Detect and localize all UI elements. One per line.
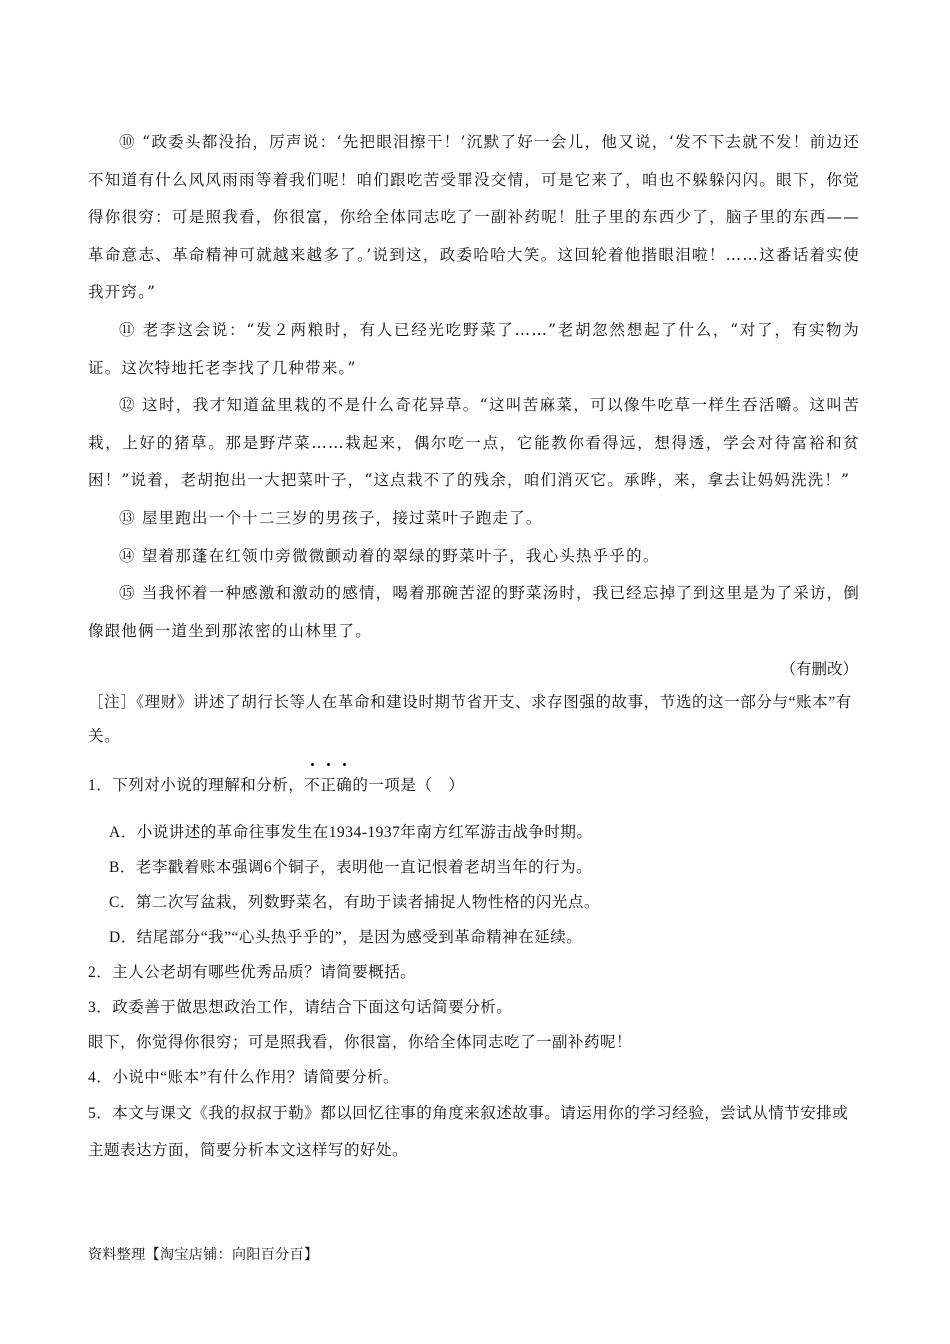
paragraph-14: ⑭ 望着那蓬在红领巾旁微微颤动着的翠绿的野菜叶子，我心头热乎乎的。 — [119, 546, 660, 565]
option-c: C．第二次写盆栽，列数野菜名，有助于读者捕捉人物性格的闪光点。 — [109, 894, 600, 912]
question-1-suffix: 的一项是（ ） — [352, 777, 465, 795]
question-2: 2．主人公老胡有哪些优秀品质？请简要概括。 — [88, 964, 417, 982]
document-page — [88, 122, 860, 1169]
source-note: （有删改） — [780, 661, 858, 679]
paragraph-11: ⑪ 老李这会说：“发２两粮时，有人已经光吃野菜了……”老胡忽然想起了什么，“对了，有实物为证。这次特地托老李找了几种带来。” — [88, 320, 860, 377]
question-3-quote: 眼下，你觉得你很穷；可是照我看，你很富，你给全体同志吃了一副补药呢！ — [88, 1034, 633, 1052]
emphasis-char: 不 — [304, 768, 320, 803]
emphasis-char: 正 — [320, 768, 336, 803]
questions-section — [88, 768, 860, 1169]
paragraph-10: ⑩ “政委头都没抬，厉声说：‘先把眼泪擦干！’沉默了好一会儿，他又说，‘发不下去就不发！前边还不知道有什么风风雨雨等着我们呢！咱们跟吃苦受罪没交情，可是它来了，咱也不躲躲闪闪。眼下，你觉得你很穷：可是照我看，你很富，你给全体同志吃了一副补药呢！肚子里的东西少了，脑子里的东西——革命意志、革命精神可就越来越多了。’说到这，政委哈哈大笑。这回轮着他揩眼泪啦！……这番话着实使我开窍。” — [88, 133, 860, 302]
option-a: A．小说讲述的革命往事发生在1934-1937年南方红军游击战争时期。 — [109, 824, 593, 842]
question-4: 4．小说中“账本”有什么作用？请简要分析。 — [88, 1069, 400, 1087]
question-1-prefix: 1．下列对小说的理解和分析， — [88, 777, 305, 795]
annotation-note: ［注］《理财》讲述了胡行长等人在革命和建设时期节省开支、求存图强的故事，节选的这一部分与“账本”有关。 — [88, 694, 852, 746]
question-3: 3．政委善于做思想政治工作，请结合下面这句话简要分析。 — [88, 999, 513, 1017]
footer-credit: 资料整理【淘宝店铺：向阳百分百】 — [88, 1248, 319, 1263]
question-1 — [88, 768, 860, 803]
paragraph-15: ⑮ 当我怀着一种感激和激动的感情，喝着那碗苦涩的野菜汤时，我已经忘掉了到这里是为了采访，倒像跟他俩一道坐到那浓密的山林里了。 — [88, 584, 860, 640]
option-d: D．结尾部分“我”“心头热乎乎的”，是因为感受到革命精神在延续。 — [109, 929, 583, 947]
question-5: 5．本文与课文《我的叔叔于勒》都以回忆往事的角度来叙述故事。请运用你的学习经验，尝试从情节安排或主题表达方面，简要分析本文这样写的好处。 — [88, 1105, 849, 1160]
option-b: B．老李戳着账本强调6个铜子，表明他一直记恨着老胡当年的行为。 — [109, 859, 593, 877]
paragraph-12: ⑫ 这时，我才知道盆里栽的不是什么奇花异草。“这叫苦麻菜，可以像牛吃草一样生吞活嚼。这叫苦栽，上好的猪草。那是野芹菜……栽起来，偶尔吃一点，它能教你看得远，想得透，学会对待富裕和贫困！”说着，老胡抱出一大把菜叶子，“这点栽不了的残余，咱们消灭它。承晔，来，拿去让妈妈洗洗！” — [88, 396, 860, 490]
paragraph-13: ⑬ 屋里跑出一个十二三岁的男孩子，接过菜叶子跑走了。 — [119, 508, 543, 527]
story-excerpt — [88, 124, 860, 650]
emphasized-not-correct — [304, 777, 352, 794]
emphasis-char: 确 — [336, 768, 352, 803]
